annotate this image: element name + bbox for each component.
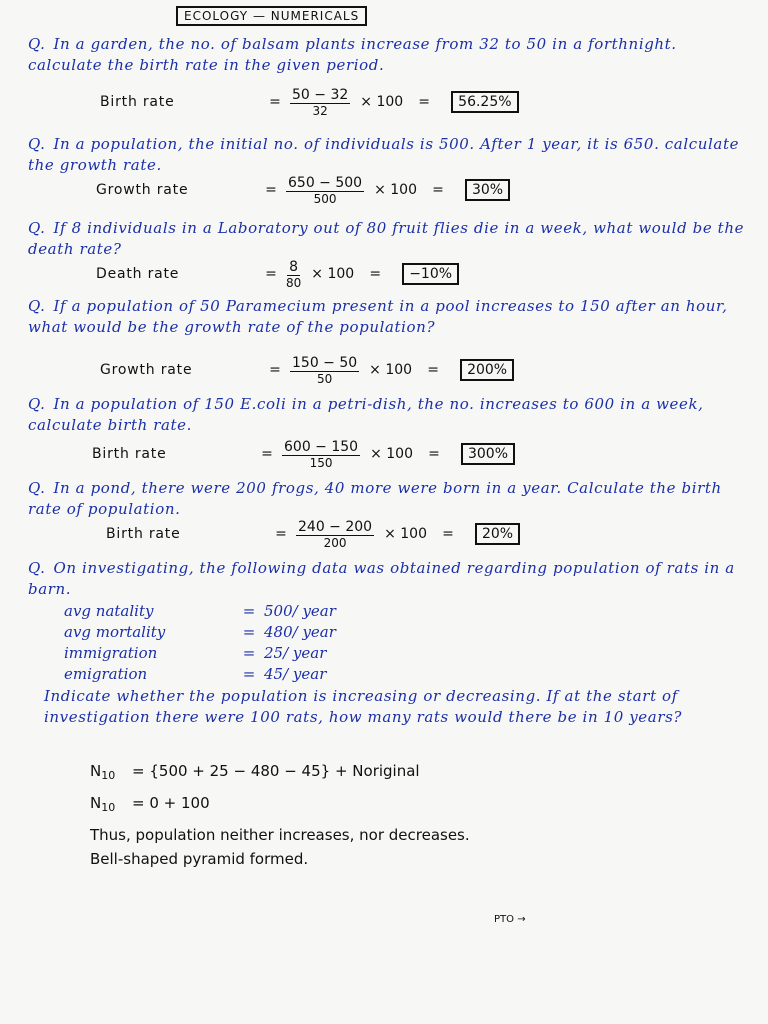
eq-multiplier: × 100 — [370, 446, 413, 462]
eq-result: 56.25% — [451, 91, 518, 113]
eq-equals: = — [427, 362, 439, 378]
eq-equals: = — [269, 362, 281, 378]
data-table — [64, 600, 464, 684]
eq-result: 200% — [460, 359, 514, 381]
data-row — [64, 663, 464, 684]
question-text: If a population of 50 Paramecium present in a pool increases to 150 after an hour, what would be the growth rate of the population? — [28, 297, 728, 336]
question-4 — [28, 296, 748, 338]
data-key: emigration — [64, 664, 148, 683]
question-text: In a pond, there were 200 frogs, 40 more were born in a year. Calculate the birth rate of population. — [28, 479, 722, 518]
eq-denominator: 200 — [323, 535, 347, 550]
eq-equals: = — [275, 526, 287, 542]
eq-label: Death rate — [96, 266, 180, 282]
eq-equals: = — [261, 446, 273, 462]
eq-label: Growth rate — [96, 182, 189, 198]
eq-denominator: 500 — [313, 191, 337, 206]
data-value: 500/ year — [264, 601, 336, 620]
eq-numerator: 240 − 200 — [298, 518, 373, 535]
eq-equals: = — [265, 266, 277, 282]
equation-3 — [96, 254, 459, 294]
eq-denominator: 150 — [309, 455, 333, 470]
eq-fraction — [282, 439, 360, 470]
eq-equals: = — [265, 182, 277, 198]
eq-denominator: 32 — [312, 103, 328, 118]
question-marker: Q. — [28, 297, 46, 315]
data-key: immigration — [64, 643, 158, 662]
data-row — [64, 600, 464, 621]
eq-equals: = — [432, 182, 444, 198]
eq-equals: = — [369, 266, 382, 282]
data-equals: = — [242, 601, 256, 620]
n10-symbol: N — [90, 794, 102, 812]
data-value: 480/ year — [264, 622, 336, 641]
question-text: In a population of 150 E.coli in a petri-dish, the no. increases to 600 in a week, calculate birth rate. — [28, 395, 704, 434]
eq-denominator: 80 — [286, 275, 302, 290]
eq-numerator: 150 − 50 — [292, 354, 358, 371]
data-key: avg natality — [64, 601, 154, 620]
solution-line-2 — [90, 794, 210, 814]
question-marker: Q. — [28, 135, 46, 153]
page-title: ECOLOGY — NUMERICALS — [176, 6, 367, 26]
conclusion-2: Bell-shaped pyramid formed. — [90, 850, 309, 868]
eq-label: Growth rate — [100, 362, 193, 378]
eq-equals: = — [269, 94, 281, 110]
eq-fraction — [286, 175, 364, 206]
data-equals: = — [242, 664, 256, 683]
data-equals: = — [242, 643, 256, 662]
eq-result: 300% — [461, 443, 515, 465]
eq-label: Birth rate — [100, 94, 175, 110]
question-marker: Q. — [28, 479, 46, 497]
question-marker: Q. — [28, 395, 46, 413]
eq-label: Birth rate — [92, 446, 167, 462]
question-7-ask: Indicate whether the population is increasing or decreasing. If at the start of investigation there were 100 rats, how many rats would there be in 10 years? — [44, 687, 683, 726]
eq-numerator: 600 − 150 — [284, 438, 359, 455]
question-1 — [28, 34, 748, 76]
data-row — [64, 642, 464, 663]
eq-multiplier: × 100 — [369, 362, 413, 378]
eq-numerator: 650 − 500 — [288, 174, 363, 191]
eq-multiplier: × 100 — [360, 94, 404, 110]
n10-symbol: N — [90, 762, 102, 780]
eq-equals: = — [442, 526, 454, 542]
eq-denominator: 50 — [316, 371, 333, 386]
question-text: In a garden, the no. of balsam plants increase from 32 to 50 in a forthnight. calculate the birth rate in the given period. — [28, 35, 677, 74]
eq-fraction — [286, 259, 301, 290]
conclusion-1: Thus, population neither increases, nor decreases. — [90, 826, 470, 844]
eq-result: 30% — [465, 179, 510, 201]
eq-label: Birth rate — [106, 526, 181, 542]
n10-subscript: 10 — [101, 769, 116, 782]
question-5 — [28, 394, 748, 436]
equation-5 — [92, 434, 515, 474]
question-text: If 8 individuals in a Laboratory out of 80 fruit flies die in a week, what would be the death rate? — [28, 219, 745, 258]
eq-fraction — [290, 355, 359, 386]
pto-note: PTO → — [494, 914, 526, 925]
solution-line-1 — [90, 762, 420, 782]
question-marker: Q. — [28, 219, 46, 237]
data-row — [64, 621, 464, 642]
question-7 — [28, 558, 748, 600]
data-equals: = — [242, 622, 256, 641]
equation-1 — [100, 82, 519, 122]
data-key: avg mortality — [64, 622, 166, 641]
eq-multiplier: × 100 — [374, 182, 417, 198]
question-marker: Q. — [28, 35, 46, 53]
eq-multiplier: × 100 — [384, 526, 427, 542]
question-text: On investigating, the following data was obtained regarding population of rats in a barn. — [28, 559, 735, 598]
solution-expr-1: = {500 + 25 − 480 − 45} + Noriginal — [132, 762, 420, 780]
equation-6 — [106, 514, 520, 554]
eq-numerator: 50 − 32 — [292, 86, 349, 103]
eq-multiplier: × 100 — [311, 266, 355, 282]
data-value: 45/ year — [264, 664, 327, 683]
eq-equals: = — [418, 94, 431, 110]
eq-result: 20% — [475, 523, 520, 545]
eq-fraction — [290, 87, 350, 118]
eq-result: −10% — [402, 263, 459, 285]
question-text: In a population, the initial no. of individuals is 500. After 1 year, it is 650. calculate the growth rate. — [28, 135, 740, 174]
eq-equals: = — [428, 446, 440, 462]
equation-4 — [100, 350, 514, 390]
question-marker: Q. — [28, 559, 46, 577]
equation-2 — [96, 170, 510, 210]
solution-expr-2: = 0 + 100 — [132, 794, 210, 812]
data-value: 25/ year — [264, 643, 327, 662]
eq-fraction — [296, 519, 374, 550]
n10-subscript: 10 — [101, 801, 116, 814]
eq-numerator: 8 — [289, 258, 299, 275]
